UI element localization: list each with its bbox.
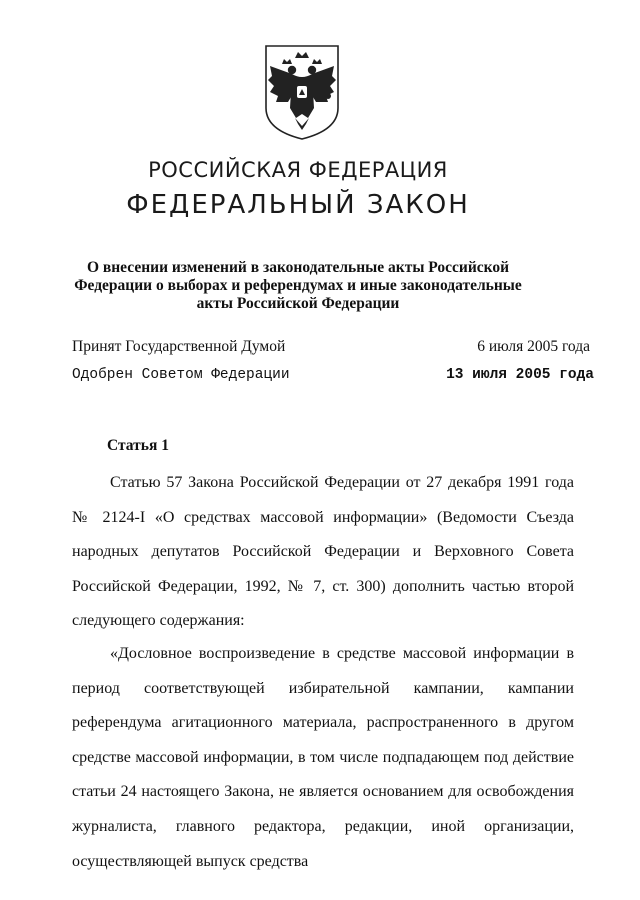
duma-adoption-label: Принят Государственной Думой [72, 338, 286, 355]
document-type-heading: ФЕДЕРАЛЬНЫЙ ЗАКОН [126, 190, 470, 220]
article-paragraph: Статью 57 Закона Российской Федерации от 27 декабря 1991 года № 2124-I «О средствах массовой информации» (Ведомости Съезда народных депутатов Российской Федерации и Верховного Совета Российской Федерации, 1992, № 7, ст. 300) дополнить частью второй следующего содержания: [72, 474, 574, 630]
article-heading: Статья 1 [107, 437, 169, 454]
duma-adoption-date: 6 июля 2005 года [477, 338, 590, 355]
coat-of-arms-icon [262, 42, 342, 142]
country-heading: РОССИЙСКАЯ ФЕДЕРАЦИЯ [148, 158, 448, 182]
council-approval-label: Одобрен Советом Федерации [72, 367, 290, 383]
law-subject: О внесении изменений в законодательные акты Российской Федерации о выборах и референдумах и иные законодательные акты Российской Федерации [74, 259, 522, 312]
council-approval-date: 13 июля 2005 года [446, 367, 594, 383]
article-paragraph: «Дословное воспроизведение в средстве массовой информации в период соответствующей избирательной кампании, кампании референдума агитационного материала, распространенного в другом средстве массовой информации, в том числе подпадающем под действие статьи 24 настоящего Закона, не является основанием для освобождения журналиста, главного редактора, редакции, иной организации, осуществляющей выпуск средства [72, 645, 574, 870]
